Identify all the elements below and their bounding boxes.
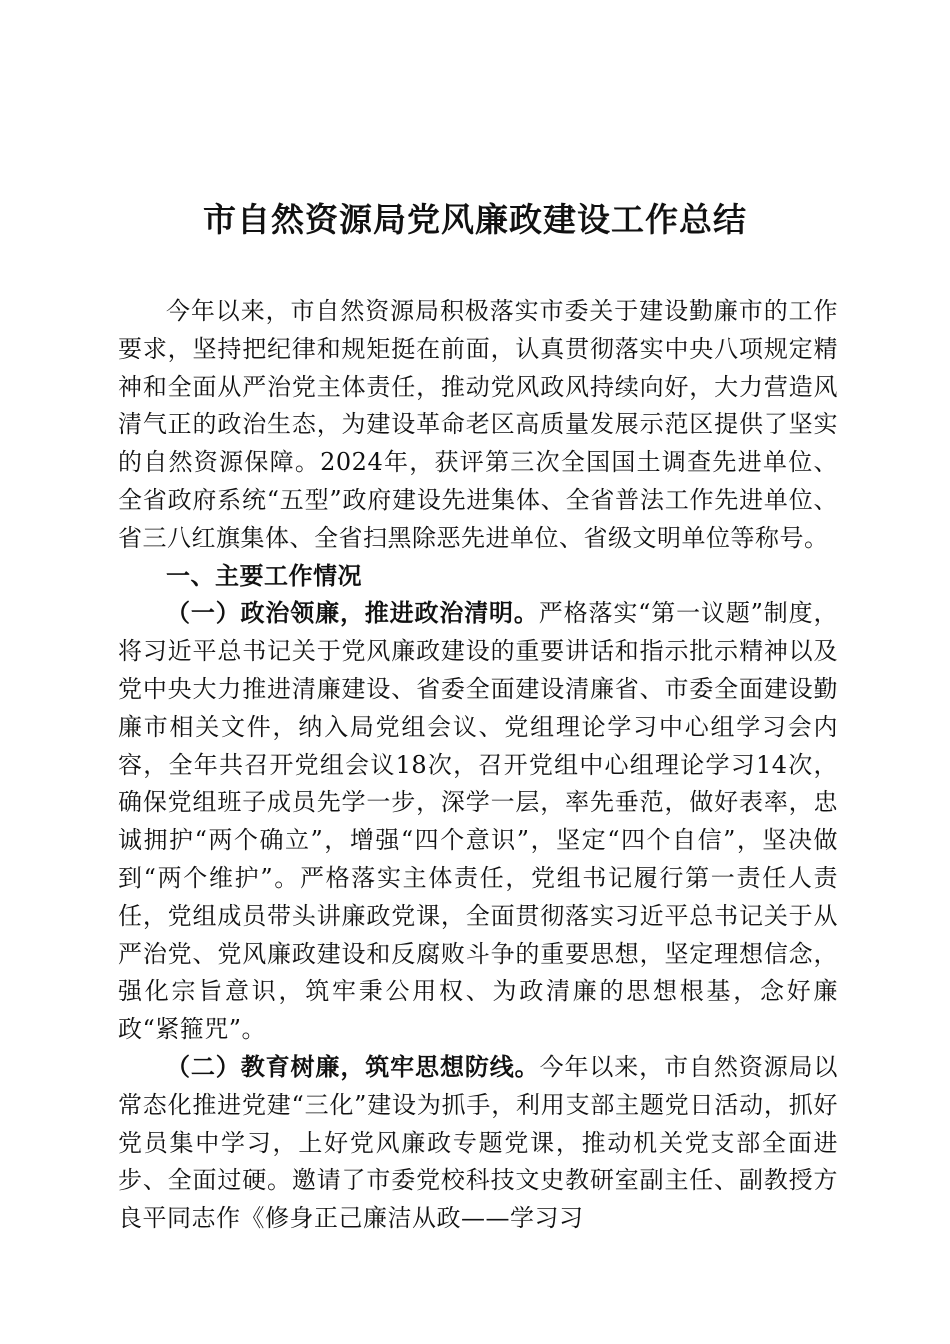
subsection-1-lead: （一）政治领廉，推进政治清明。 <box>166 599 539 628</box>
document-body <box>118 293 838 1238</box>
subsection-2-lead: （二）教育树廉，筑牢思想防线。 <box>166 1052 540 1081</box>
subsection-1-paragraph <box>118 595 838 1049</box>
subsection-2-text: 今年以来，市自然资源局以常态化推进党建“三化”建设为抓手，利用支部主题党日活动，抓好党员集中学习，上好党风廉政专题党课，推动机关党支部全面进步、全面过硬。邀请了市委党校科技文史教研室副主任、副教授方良平同志作《修身正己廉洁从政——学习习 <box>118 1052 839 1233</box>
document-title: 市自然资源局党风廉政建设工作总结 <box>203 200 747 239</box>
subsection-2-paragraph <box>118 1049 838 1238</box>
section-heading-1: 一、主要工作情况 <box>166 561 362 590</box>
intro-paragraph: 今年以来，市自然资源局积极落实市委关于建设勤廉市的工作要求，坚持把纪律和规矩挺在前面，认真贯彻落实中央八项规定精神和全面从严治党主体责任，推动党风政风持续向好，大力营造风清气正的政治生态，为建设革命老区高质量发展示范区提供了坚实的自然资源保障。2024年，获评第三次全国国土调查先进单位、全省政府系统“五型”政府建设先进集体、全省普法工作先进单位、省三八红旗集体、全省扫黑除恶先进单位、省级文明单位等称号。 <box>118 297 838 552</box>
subsection-1-text: 严格落实“第一议题”制度，将习近平总书记关于党风廉政建设的重要讲话和指示批示精神以及党中央大力推进清廉建设、省委全面建设清廉省、市委全面建设勤廉市相关文件，纳入局党组会议、党组理论学习中心组学习会内容，全年共召开党组会议18次，召开党组中心组理论学习14次，确保党组班子成员先学一步，深学一层，率先垂范，做好表率，忠诚拥护“两个确立”，增强“四个意识”，坚定“四个自信”，坚决做到“两个维护”。严格落实主体责任，党组书记履行第一责任人责任，党组成员带头讲廉政党课，全面贯彻落实习近平总书记关于从严治党、党风廉政建设和反腐败斗争的重要思想，坚定理想信念，强化宗旨意识，筑牢秉公用权、为政清廉的思想根基，念好廉政“紧箍咒”。 <box>118 599 839 1044</box>
